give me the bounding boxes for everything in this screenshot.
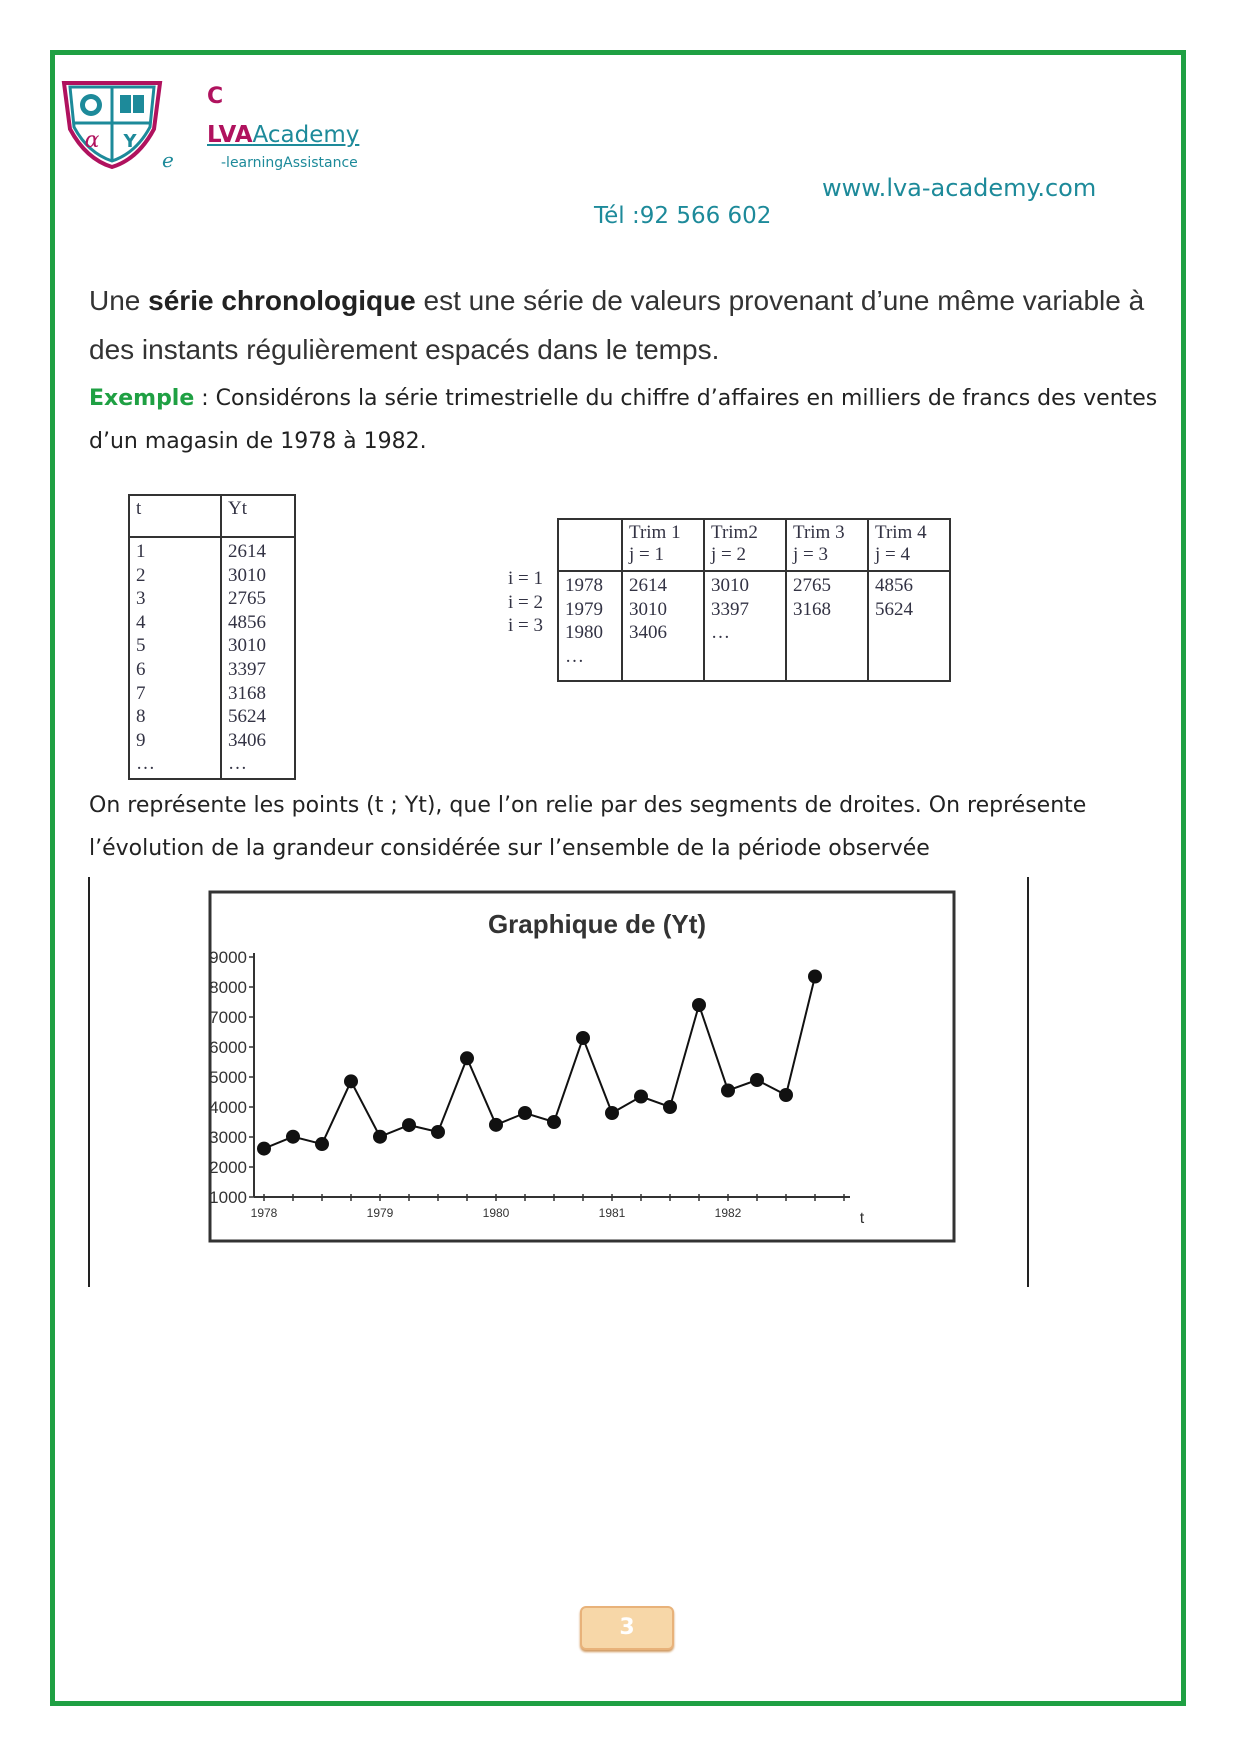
y-tick-label: 6000: [209, 1038, 247, 1057]
data-point: [518, 1106, 532, 1120]
y-tick-label: 5000: [209, 1068, 247, 1087]
y-tick-label: 2000: [209, 1158, 247, 1177]
y-tick-label: 7000: [209, 1008, 247, 1027]
y-tick-label: 3000: [209, 1128, 247, 1147]
data-point: [315, 1137, 329, 1151]
yt-table-header-yt: Yt: [221, 495, 295, 537]
trim-table-header: Trim 4 j = 4: [868, 519, 950, 571]
svg-text:Y: Y: [123, 131, 137, 152]
svg-text:α: α: [84, 128, 100, 153]
trim-table-cell: 2614 3010 3406: [622, 571, 704, 681]
data-point: [431, 1125, 445, 1139]
chart-title: Graphique de (Yt): [487, 909, 707, 939]
trim-table-cell: 2765 3168: [786, 571, 868, 681]
data-point: [460, 1051, 474, 1065]
data-point: [489, 1118, 503, 1132]
example-label: Exemple: [89, 386, 195, 411]
yt-table-t-column: 1 2 3 4 5 6 7 8 9 …: [129, 537, 221, 779]
brand-tagline: -learningAssistance: [221, 155, 358, 171]
trim-table-cell: 4856 5624: [868, 571, 950, 681]
yt-table: [128, 494, 296, 780]
x-tick-label: 1980: [482, 1206, 510, 1220]
intro-term: série chronologique: [148, 285, 416, 316]
data-point: [663, 1100, 677, 1114]
right-rule: [1027, 877, 1029, 1287]
y-tick-label: 8000: [209, 978, 247, 997]
data-point: [721, 1084, 735, 1098]
yt-table-yt-column: 2614 3010 2765 4856 3010 3397 3168 5624 3406 …: [221, 537, 295, 779]
intro-paragraph: Une série chronologique est une série de valeurs provenant d’une même variable à des instants régulièrement espacés dans le temps.: [89, 285, 1145, 365]
brand-e: e: [162, 148, 174, 172]
phone-number: Tél :92 566 602: [594, 203, 772, 229]
data-point: [547, 1115, 561, 1129]
trim-table-cell: 3010 3397 …: [704, 571, 786, 681]
trim-table: [557, 518, 951, 682]
example-paragraph: Exemple : Considérons la série trimestrielle du chiffre d’affaires en milliers de francs des ventes d’un magasin de 1978 à 1982.: [89, 386, 1158, 454]
data-point: [692, 998, 706, 1012]
y-tick-label: 9000: [209, 948, 247, 967]
page-number: 3: [580, 1606, 674, 1650]
x-tick-label: 1978: [250, 1206, 278, 1220]
brand-lva: LVA: [207, 122, 253, 148]
data-point: [808, 970, 822, 984]
chart-frame: [210, 892, 954, 1241]
trim-table-years: 1978 1979 1980 …: [558, 571, 622, 681]
data-point: [373, 1130, 387, 1144]
brand-name: [207, 122, 359, 148]
x-axis-label: t: [859, 1210, 865, 1227]
trim-table-corner: [558, 519, 622, 571]
data-point: [750, 1073, 764, 1087]
data-point: [634, 1090, 648, 1104]
data-point: [286, 1130, 300, 1144]
y-tick-label: 4000: [209, 1098, 247, 1117]
data-point: [779, 1088, 793, 1102]
trim-table-header: Trim 1 j = 1: [622, 519, 704, 571]
data-point: [344, 1074, 358, 1088]
x-tick-label: 1981: [598, 1206, 626, 1220]
brand-letter: C: [207, 84, 224, 109]
y-tick-label: 1000: [209, 1188, 247, 1207]
left-rule: [88, 877, 90, 1287]
data-point: [257, 1142, 271, 1156]
academy-logo: [58, 77, 166, 169]
data-point: [576, 1031, 590, 1045]
yt-table-header-t: t: [129, 495, 221, 537]
trim-table-row-labels: i = 1 i = 2 i = 3: [508, 568, 543, 637]
line-chart: [207, 889, 957, 1244]
data-point: [605, 1106, 619, 1120]
data-point: [402, 1118, 416, 1132]
brand-academy: Academy: [252, 122, 360, 148]
trim-table-header: Trim 3 j = 3: [786, 519, 868, 571]
x-tick-label: 1982: [714, 1206, 742, 1220]
trim-table-header: Trim2 j = 2: [704, 519, 786, 571]
x-tick-label: 1979: [366, 1206, 394, 1220]
website-link[interactable]: www.lva-academy.com: [822, 174, 1097, 202]
chart-description: On représente les points (t ; Yt), que l’on relie par des segments de droites. On représente l’évolution de la grandeur considérée sur l’ensemble de la période observée: [89, 793, 1087, 861]
